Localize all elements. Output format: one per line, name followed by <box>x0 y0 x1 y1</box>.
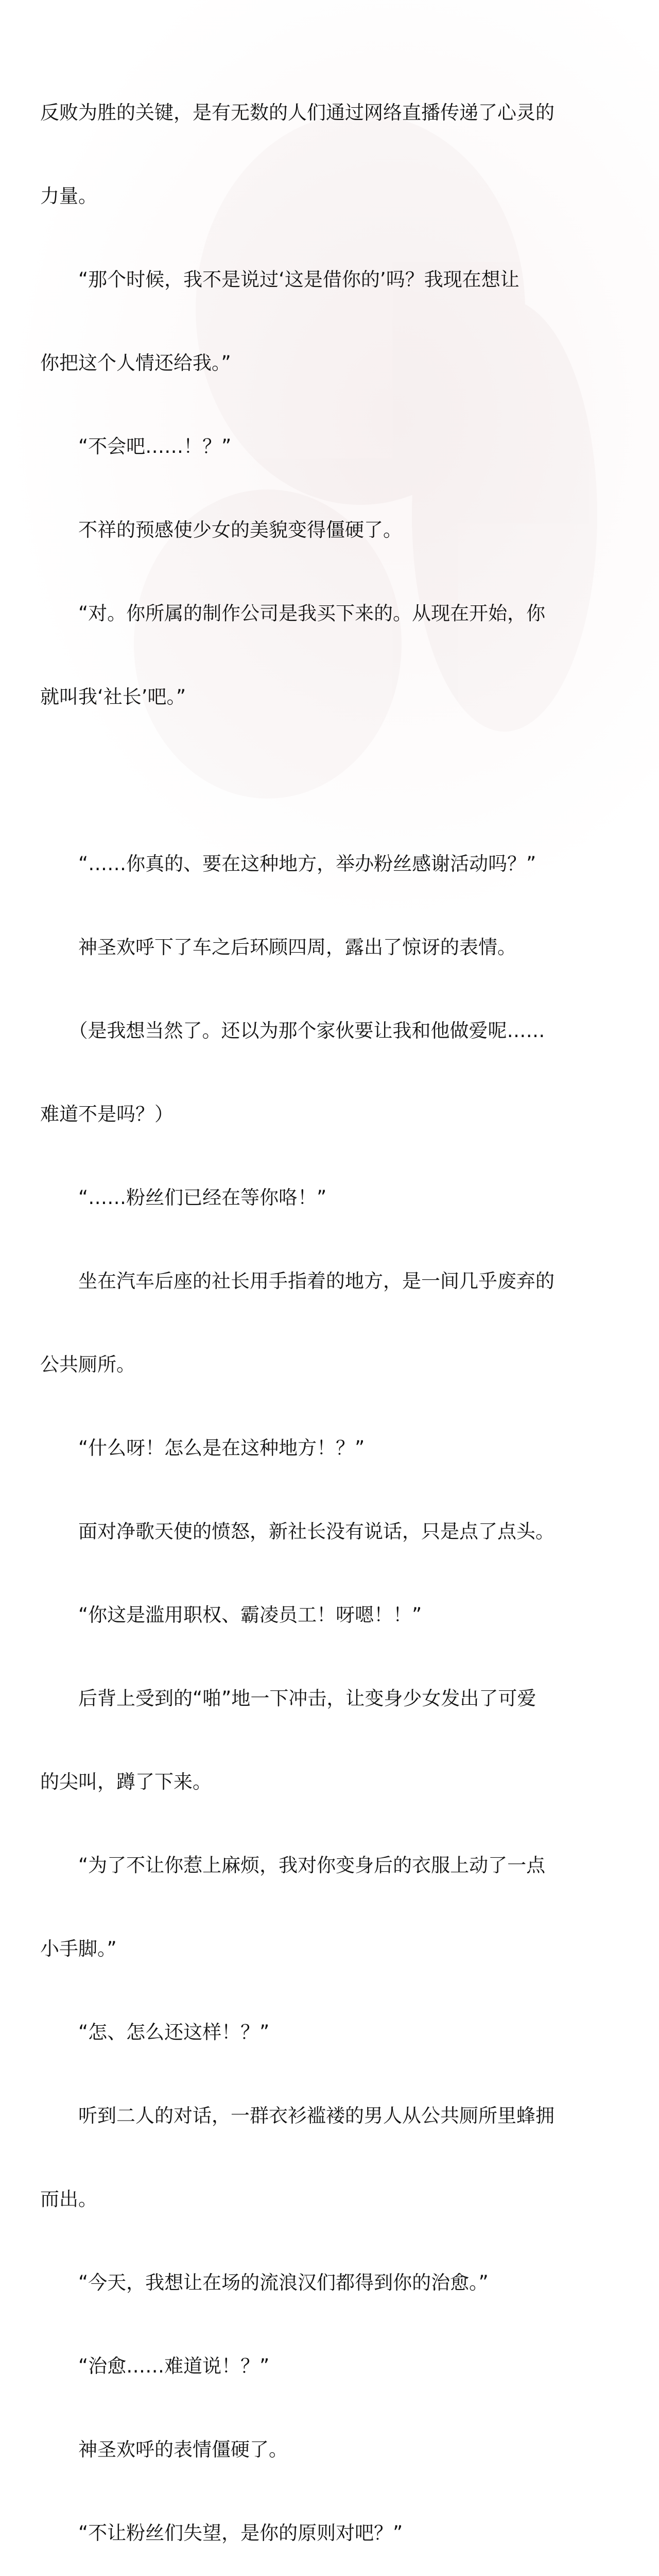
text-line: （是我想当然了。还以为那个家伙要让我和他做爱呢…… <box>40 1020 545 1042</box>
text-line: 神圣欢呼下了车之后环顾四周，露出了惊讶的表情。 <box>40 936 516 958</box>
text-line: “今天，我想让在场的流浪汉们都得到你的治愈。” <box>40 2272 489 2294</box>
text-line: “怎、怎么还这样！？” <box>40 2021 270 2043</box>
text-line: 力量。 <box>40 185 97 207</box>
text-line: “……粉丝们已经在等你咯！” <box>40 1187 327 1209</box>
text-line: 听到二人的对话，一群衣衫褴褛的男人从公共厕所里蜂拥 <box>40 2105 554 2127</box>
text-line: 面对净歌天使的愤怒，新社长没有说话，只是点了点头。 <box>40 1520 554 1543</box>
text-line: 小手脚。” <box>40 1938 117 1960</box>
text-line: 难道不是吗？） <box>40 1103 174 1125</box>
blank-line <box>40 767 622 794</box>
text-line: 神圣欢呼的表情僵硬了。 <box>40 2438 288 2461</box>
text-line: 公共厕所。 <box>40 1353 135 1376</box>
body-text <box>40 43 622 2576</box>
text-line: “不会吧……！？” <box>40 435 232 457</box>
text-line: “那个时候，我不是说过‘这是借你的’吗？我现在想让 <box>40 268 519 291</box>
text-line: 就叫我‘社长’吧。” <box>40 686 186 708</box>
text-line: “……你真的、要在这种地方，举办粉丝感谢活动吗？” <box>40 853 536 875</box>
text-line: 的尖叫，蹲了下来。 <box>40 1771 212 1793</box>
text-line: 不祥的预感使少女的美貌变得僵硬了。 <box>40 519 402 541</box>
text-line: “不让粉丝们失望，是你的原则对吧？” <box>40 2522 403 2544</box>
text-line: 而出。 <box>40 2188 97 2210</box>
text-line: “为了不让你惹上麻烦，我对你变身后的衣服上动了一点 <box>40 1854 546 1876</box>
text-line: 坐在汽车后座的社长用手指着的地方，是一间几乎废弃的 <box>40 1270 554 1292</box>
text-line: 反败为胜的关键，是有无数的人们通过网络直播传递了心灵的 <box>40 101 554 124</box>
text-line: 你把这个人情还给我。” <box>40 352 231 374</box>
text-line: “你这是滥用职权、霸凌员工！呀嗯！！” <box>40 1604 422 1626</box>
text-line: “治愈……难道说！？” <box>40 2355 270 2377</box>
text-line: 后背上受到的“啪”地一下冲击，让变身少女发出了可爱 <box>40 1687 536 1709</box>
text-line: “对。你所属的制作公司是我买下来的。从现在开始，你 <box>40 602 546 624</box>
text-line: “什么呀！怎么是在这种地方！？” <box>40 1437 365 1459</box>
